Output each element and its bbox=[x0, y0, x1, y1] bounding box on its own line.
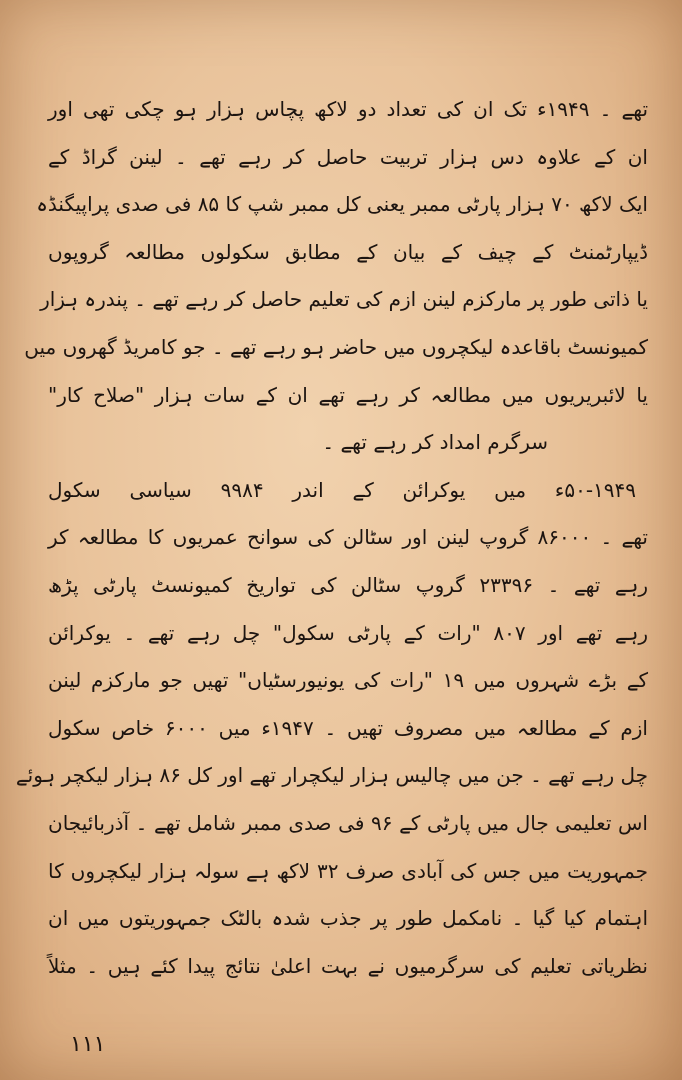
body-text bbox=[15, 86, 649, 990]
text-line: تھے ۔ ۱۹۴۹ء تک ان کی تعداد دو لاکھ پچاس ہزار ہو چکی تھی اور bbox=[48, 97, 649, 121]
text-line: یا ذاتی طور پر مارکزم لینن ازم کی تعلیم حاصل کر رہے تھے ۔ پندرہ ہزار bbox=[40, 287, 648, 312]
text-line: ڈیپارٹمنٹ کے چیف کے بیان کے مطابق سکولوں مطالعہ گروپوں bbox=[48, 239, 648, 264]
text-line: ایک لاکھ ۷۰ ہزار پارٹی ممبر یعنی کل ممبر شپ کا ۸۵ فی صدی پراپیگنڈہ bbox=[36, 192, 648, 217]
text-line: کے بڑے شہروں میں ۱۹ "رات کی یونیورسٹیاں" تھیں جو مارکزم لینن bbox=[48, 668, 648, 693]
text-line: اس تعلیمی جال میں پارٹی کے ۹۶ فی صدی ممبر شامل تھے ۔ آذربائیجان bbox=[48, 810, 648, 835]
text-line: تھے ۔ ۸۶۰۰۰ گروپ لینن اور سٹالن کی سوانح عمریوں کا مطالعہ کر bbox=[48, 525, 648, 550]
text-line: رہے تھے اور ۸۰۷ "رات کے پارٹی سکول" چل رہے تھے ۔ یوکرائن bbox=[48, 620, 649, 645]
text-line: کمیونسٹ باقاعدہ لیکچروں میں حاضر ہو رہے تھے ۔ جو کامریڈ گھروں میں bbox=[24, 334, 648, 359]
text-line: سرگرم امداد کر رہے تھے ۔ bbox=[322, 430, 548, 455]
text-line: ان کے علاوہ دس ہزار تربیت حاصل کر رہے تھے ۔ لینن گراڈ کے bbox=[48, 144, 648, 169]
text-line: نظریاتی تعلیم کی سرگرمیوں نے بہت اعلیٰ نتائج پیدا کئے ہیں ۔ مثلاً bbox=[48, 953, 648, 978]
text-line: رہے تھے ۔ ۲۳۳۹۶ گروپ سٹالن کی تواریخ کمیونسٹ پارٹی پڑھ bbox=[48, 572, 649, 597]
text-line: جمہوریت میں جس کی آبادی صرف ۳۲ لاکھ ہے سولہ ہزار لیکچروں کا bbox=[48, 858, 648, 883]
page-number: ۱۱۱ bbox=[70, 1032, 106, 1057]
text-line: ۵۰-۱۹۴۹ء میں یوکرائن کے اندر ۹۹۸۴ سیاسی سکول bbox=[48, 477, 636, 502]
text-line: ازم کے مطالعہ میں مصروف تھیں ۔ ۱۹۴۷ء میں ۶۰۰۰ خاص سکول bbox=[48, 715, 648, 740]
text-line: چل رہے تھے ۔ جن میں چالیس ہزار لیکچرار تھے اور کل ۸۶ ہزار لیکچر ہوئے bbox=[15, 763, 648, 788]
text-line: یا لائبریریوں میں مطالعہ کر رہے تھے ان کے سات ہزار "صلاح کار" bbox=[48, 382, 648, 407]
text-line: اہتمام کیا گیا ۔ نامکمل طور پر جذب شدہ بالٹک جمہوریتوں میں ان bbox=[48, 906, 648, 931]
